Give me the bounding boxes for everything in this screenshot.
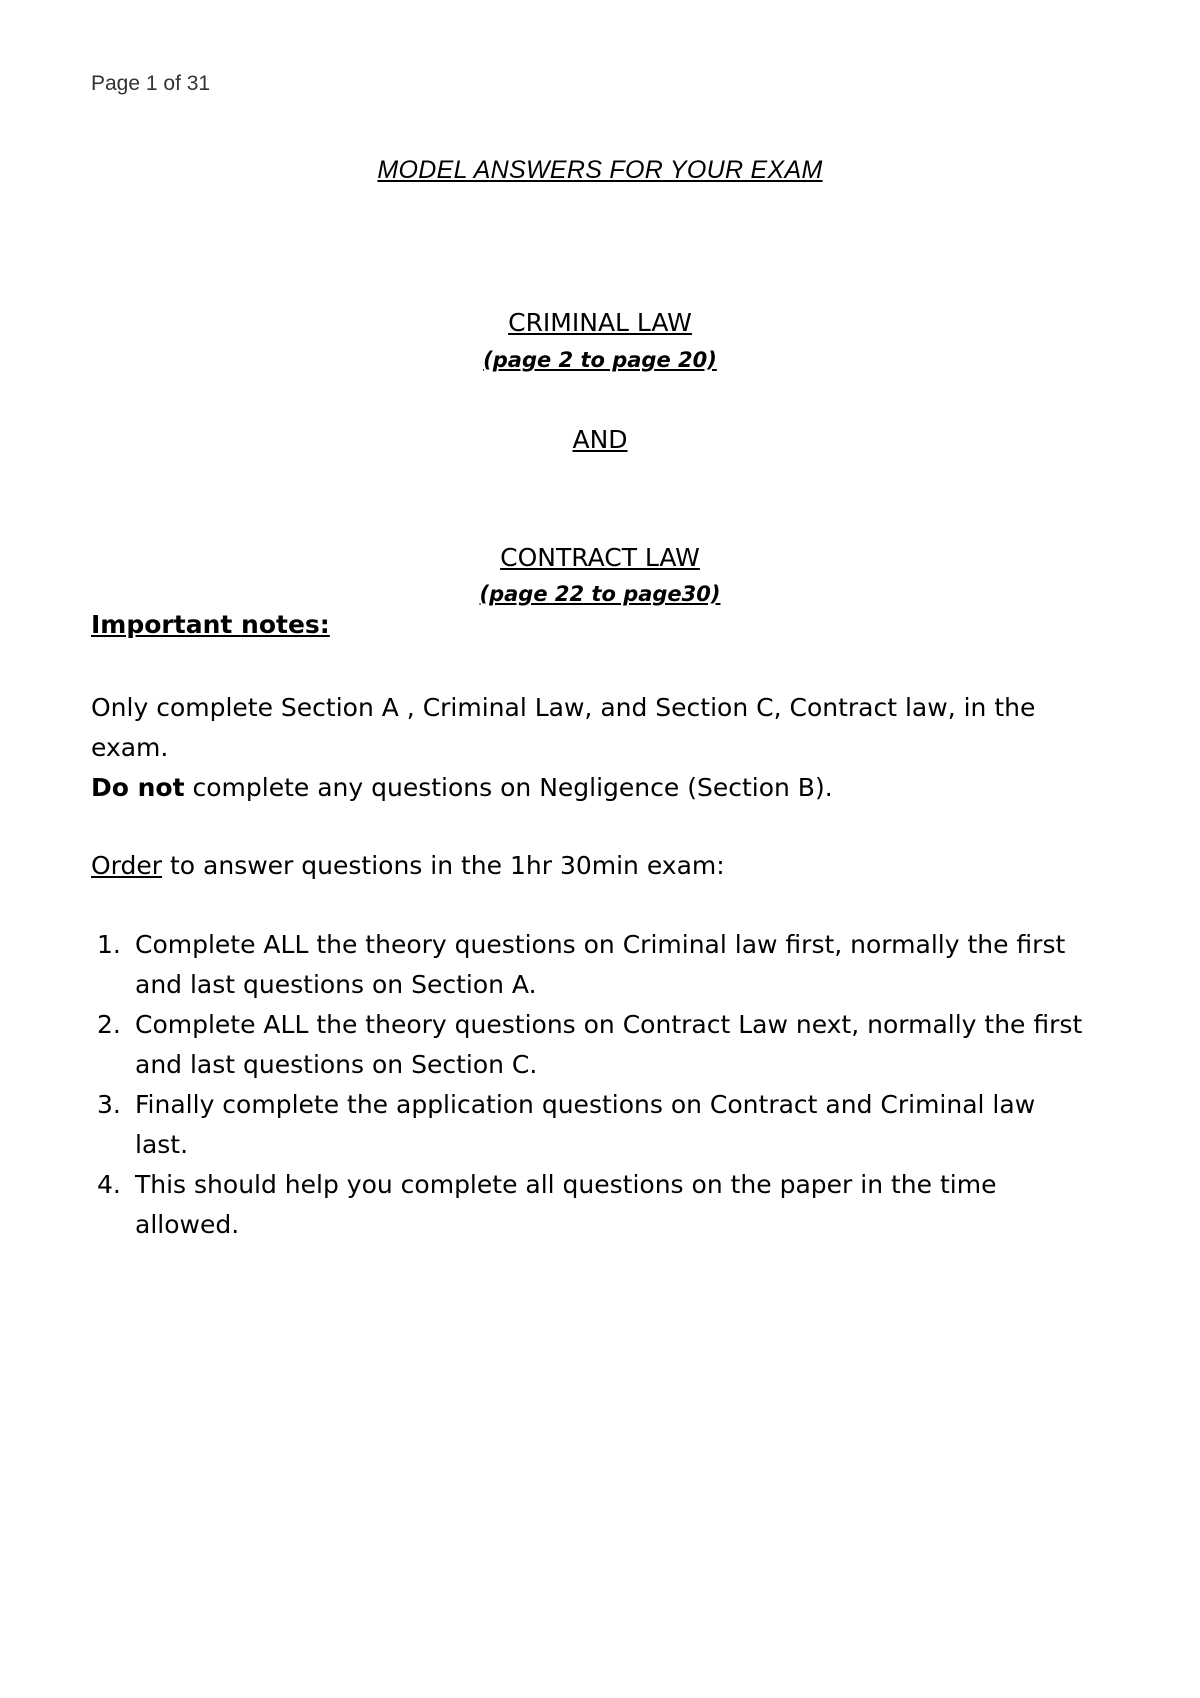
contract-law-range-wrap (0, 582, 1200, 606)
list-item (91, 1005, 1091, 1085)
important-notes-heading: Important notes: (91, 610, 330, 639)
notes-paragraph (91, 688, 1091, 808)
list-item-number: 2. (97, 1010, 121, 1039)
contract-law-page-range: (page 22 to page30) (479, 582, 721, 606)
list-item-text: Complete ALL the theory questions on Criminal law first, normally the first and last questions on Section A. (135, 930, 1066, 999)
and-connector: AND (572, 425, 628, 454)
and-wrap (0, 425, 1200, 454)
list-item-number: 3. (97, 1090, 121, 1119)
order-word: Order (91, 851, 163, 880)
list-item-text: Complete ALL the theory questions on Contract Law next, normally the first and last questions on Section C. (135, 1010, 1083, 1079)
list-item-text: Finally complete the application questions on Contract and Criminal law last. (135, 1090, 1036, 1159)
criminal-law-heading: CRIMINAL LAW (508, 308, 692, 337)
list-item (91, 925, 1091, 1005)
criminal-law-page-range: (page 2 to page 20) (483, 348, 717, 372)
list-item-number: 1. (97, 930, 121, 959)
list-item-number: 4. (97, 1170, 121, 1199)
list-item (91, 1085, 1091, 1165)
order-rest-text: to answer questions in the 1hr 30min exam: (162, 851, 725, 880)
do-not-emphasis: Do not (91, 773, 185, 802)
list-item (91, 1165, 1091, 1245)
order-line (91, 846, 1091, 886)
instruction-list (91, 925, 1091, 1245)
document-title: MODEL ANSWERS FOR YOUR EXAM (377, 156, 823, 184)
negligence-note-text: complete any questions on Negligence (Section B). (184, 773, 833, 802)
sections-to-complete-text: Only complete Section A , Criminal Law, and Section C, Contract law, in the exam. (91, 693, 1036, 762)
list-item-text: This should help you complete all questions on the paper in the time allowed. (135, 1170, 997, 1239)
contract-law-section (0, 543, 1200, 572)
criminal-law-section (0, 308, 1200, 337)
criminal-law-range-wrap (0, 348, 1200, 372)
page-number: Page 1 of 31 (91, 72, 211, 95)
contract-law-heading: CONTRACT LAW (500, 543, 700, 572)
